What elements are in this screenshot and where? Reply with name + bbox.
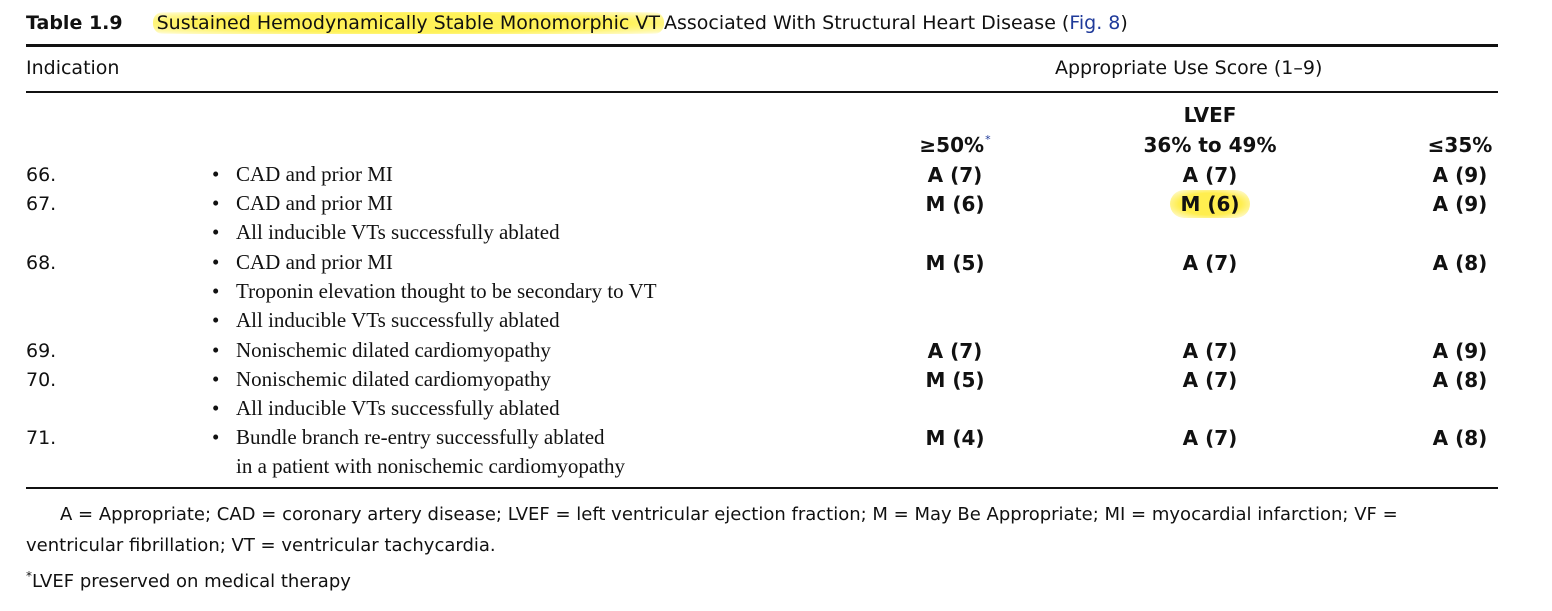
- score-value: A (9): [1432, 192, 1488, 216]
- header-rule: [26, 91, 1498, 93]
- indication-number: 66.: [26, 164, 57, 186]
- score-value: A (8): [1432, 368, 1488, 392]
- lvef-header: LVEF: [1183, 103, 1237, 127]
- criteria-item: [212, 160, 393, 189]
- bullet-icon: •: [212, 162, 220, 186]
- score-cell: [1150, 251, 1270, 275]
- score-cell: [895, 163, 1015, 187]
- score-cell: [895, 251, 1015, 275]
- bullet-icon: •: [212, 191, 220, 215]
- top-rule: [26, 44, 1498, 47]
- indication-number: 68.: [26, 252, 57, 274]
- score-value: A (7): [927, 339, 983, 363]
- indication-criteria: [212, 365, 560, 423]
- score-cell: [1150, 426, 1270, 450]
- criteria-text: Nonischemic dilated cardiomyopathy: [236, 338, 551, 362]
- criteria-item: [212, 365, 560, 394]
- criteria-text: All inducible VTs successfully ablated: [236, 308, 560, 332]
- criteria-text: CAD and prior MI: [236, 191, 393, 215]
- star-footnote: [26, 561, 1398, 597]
- criteria-text: CAD and prior MI: [236, 250, 393, 274]
- bullet-icon: •: [212, 425, 220, 449]
- bullet-icon: •: [212, 250, 220, 274]
- indication-number: 67.: [26, 193, 57, 215]
- star-note: LVEF preserved on medical therapy: [32, 571, 351, 592]
- score-value: M (5): [925, 251, 985, 275]
- table-title-close: ): [1120, 12, 1128, 34]
- criteria-item: [212, 394, 560, 423]
- score-cell: [1400, 368, 1520, 392]
- score-value: A (7): [1182, 368, 1238, 392]
- score-value: M (4): [925, 426, 985, 450]
- indication-number: 69.: [26, 340, 57, 362]
- score-value: M (5): [925, 368, 985, 392]
- score-cell: [895, 192, 1015, 216]
- lvef-col-le35: ≤35%: [1427, 133, 1493, 157]
- score-value: A (7): [1182, 163, 1238, 187]
- score-cell: [1150, 368, 1270, 392]
- table-number: Table 1.9: [26, 12, 123, 34]
- bullet-icon: •: [212, 367, 220, 391]
- score-cell: [1150, 163, 1270, 187]
- lvef-col-ge50: [880, 133, 1030, 157]
- criteria-text: Troponin elevation thought to be secondary to VT: [236, 279, 657, 303]
- score-value: A (9): [1432, 163, 1488, 187]
- bullet-icon: •: [212, 308, 220, 332]
- score-cell: [1400, 426, 1520, 450]
- score-value: A (7): [927, 163, 983, 187]
- criteria-item: [212, 218, 560, 247]
- indication-header: Indication: [26, 57, 120, 79]
- score-value: M (6): [1170, 190, 1249, 218]
- bullet-icon: •: [212, 279, 220, 303]
- criteria-text: Bundle branch re-entry successfully ablated: [236, 425, 605, 449]
- criteria-text: All inducible VTs successfully ablated: [236, 220, 560, 244]
- score-cell: [1150, 339, 1270, 363]
- indication-criteria: [212, 248, 657, 335]
- bullet-icon: •: [212, 338, 220, 362]
- indication-criteria: [212, 189, 560, 247]
- abbrev-line-2: ventricular fibrillation; VT = ventricular tachycardia.: [26, 535, 496, 556]
- score-value: M (6): [925, 192, 985, 216]
- score-cell: [1400, 339, 1520, 363]
- criteria-item: [212, 189, 560, 218]
- score-header: Appropriate Use Score (1–9): [1055, 57, 1323, 79]
- bottom-rule: [26, 487, 1498, 489]
- criteria-item: [212, 248, 657, 277]
- criteria-item: [212, 277, 657, 306]
- score-cell: [1400, 163, 1520, 187]
- criteria-text: CAD and prior MI: [236, 162, 393, 186]
- score-cell: [895, 426, 1015, 450]
- score-value: A (7): [1182, 339, 1238, 363]
- score-cell: [1400, 251, 1520, 275]
- bullet-icon: •: [212, 220, 220, 244]
- table-title-rest: Associated With Structural Heart Disease (: [663, 12, 1070, 34]
- criteria-continuation: in a patient with nonischemic cardiomyopathy: [236, 454, 625, 478]
- criteria-item: [212, 306, 657, 335]
- indication-criteria: [212, 423, 625, 481]
- indication-criteria: [212, 336, 551, 365]
- star-mark: *: [26, 569, 32, 583]
- lvef-col-36-49: 36% to 49%: [1143, 133, 1277, 157]
- criteria-text: All inducible VTs successfully ablated: [236, 396, 560, 420]
- score-cell: [1400, 192, 1520, 216]
- score-value: A (8): [1432, 426, 1488, 450]
- score-value: A (8): [1432, 251, 1488, 275]
- table-caption: [26, 6, 1128, 40]
- indication-criteria: [212, 160, 393, 189]
- score-value: A (7): [1182, 426, 1238, 450]
- lvef-col-ge50-label: ≥50%: [919, 133, 985, 157]
- criteria-text: Nonischemic dilated cardiomyopathy: [236, 367, 551, 391]
- score-cell: [1150, 192, 1270, 216]
- criteria-item: [212, 423, 625, 452]
- score-value: A (7): [1182, 251, 1238, 275]
- abbrev-line-1: A = Appropriate; CAD = coronary artery disease; LVEF = left ventricular ejection fraction; M = May Be Appropriate; MI = myocardial infarction; VF =: [60, 504, 1398, 525]
- bullet-icon: •: [212, 396, 220, 420]
- indication-number: 70.: [26, 369, 57, 391]
- score-cell: [895, 339, 1015, 363]
- table-title-highlighted: Sustained Hemodynamically Stable Monomorphic VT: [153, 12, 664, 34]
- figure-link[interactable]: Fig. 8: [1069, 12, 1121, 34]
- footnote-marker[interactable]: *: [985, 133, 991, 146]
- indication-number: 71.: [26, 427, 57, 449]
- criteria-item: [212, 336, 551, 365]
- score-cell: [895, 368, 1015, 392]
- abbreviations-footnote: [26, 499, 1398, 597]
- score-value: A (9): [1432, 339, 1488, 363]
